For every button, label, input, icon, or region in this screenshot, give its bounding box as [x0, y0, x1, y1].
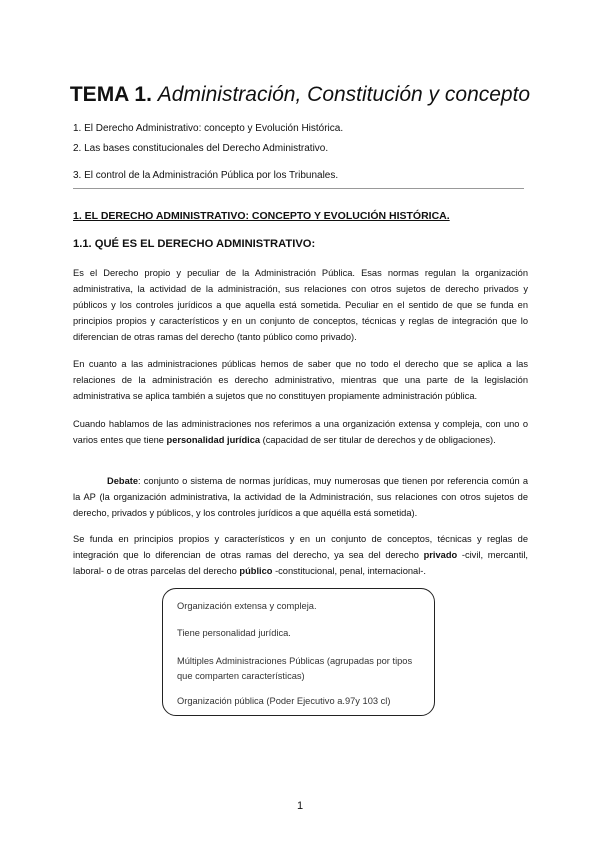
toc-item: 2. Las bases constitucionales del Derecho Administrativo.: [73, 143, 329, 154]
paragraph: Se funda en principios propios y característicos y en un conjunto de conceptos, técnicas y reglas de integración que lo diferencian de otras ramas del derecho, ya sea del derecho privado -civil, mercantil, laboral- o de otras parcelas del derecho público -constitucional, penal, internacional-.: [73, 534, 529, 576]
toc-item: 1. El Derecho Administrativo: concepto y Evolución Histórica.: [73, 123, 344, 134]
box-item: Organización pública (Poder Ejecutivo a.97y 103 cl): [177, 696, 391, 706]
paragraph: Es el Derecho propio y peculiar de la Administración Pública. Esas normas regulan la organización administrativa, la actividad de la administración, sus relaciones con otros sujetos de derecho privados y públicos y los controles jurídicos a que aquella está sometida. Peculiar en el sentido de que se funda en principios propios y característicos y en un conjunto de conceptos, técnicas y reglas de integración que lo diferencian de otras ramas del derecho (tanto público como privado).: [73, 268, 528, 342]
toc-item: 3. El control de la Administración Pública por los Tribunales.: [73, 170, 339, 181]
box-item: Tiene personalidad jurídica.: [177, 628, 291, 638]
paragraph: Debate: conjunto o sistema de normas jurídicas, muy numerosas que tienen por referencia común a la AP (la organización administrativa, la actividad de la Administración, sus relaciones con otros sujetos de derecho, privados y públicos, y los controles jurídicos a que aquélla está sometida).: [73, 476, 528, 518]
title-prefix: TEMA 1.: [69, 83, 152, 106]
paragraph: Cuando hablamos de las administraciones nos referimos a una organización extensa y compleja, con uno o varios entes que tiene personalidad jurídica (capacidad de ser titular de derechos y de obligaciones).: [73, 419, 528, 445]
section-heading: 1. EL DERECHO ADMINISTRATIVO: CONCEPTO Y EVOLUCIÓN HISTÓRICA.: [73, 210, 450, 222]
box-item: Organización extensa y compleja.: [177, 601, 317, 611]
box-item: Múltiples Administraciones Públicas (agrupadas por tipos que comparten características): [177, 656, 413, 681]
paragraph: En cuanto a las administraciones públicas hemos de saber que no todo el derecho que se aplica a las relaciones de la administración es derecho administrativo, mientras que una parte de la legislación administrativa se aplica también a sujetos que no constituyen propiamente administración pública.: [73, 359, 528, 401]
page-number: 1: [296, 800, 304, 812]
subsection-heading: 1.1. QUÉ ES EL DERECHO ADMINISTRATIVO:: [73, 238, 316, 250]
divider: [73, 188, 524, 189]
page-title: [0, 83, 600, 107]
title-text: Administración, Constitución y concepto: [157, 83, 531, 106]
